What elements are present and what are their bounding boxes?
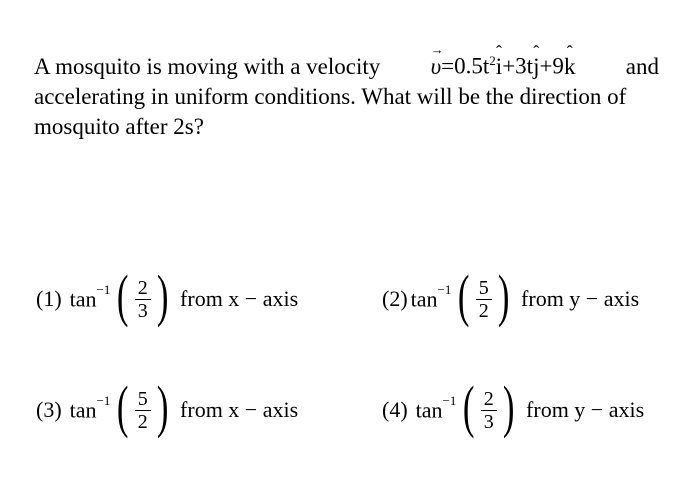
velocity-term-b: +3t [502, 53, 534, 79]
inverse-exponent: −1 [96, 281, 111, 297]
question-line-1 [34, 46, 659, 82]
tan-label: tan [410, 286, 438, 312]
axis-label: from x − axis [180, 286, 299, 311]
axis-label: from y − axis [521, 286, 640, 311]
denominator: 2 [137, 410, 148, 433]
left-paren: ( [117, 374, 129, 439]
right-paren: ) [156, 374, 169, 439]
function-name [69, 281, 111, 312]
right-paren: ) [156, 263, 169, 328]
question-intro: A mosquito is moving with a velocity [34, 53, 381, 79]
velocity-expression [431, 46, 576, 82]
unit-vector-k: ˆ k [564, 52, 576, 82]
right-paren: ) [497, 263, 510, 328]
right-paren: ) [502, 374, 515, 439]
denominator: 2 [478, 299, 489, 322]
option-number: (2) [382, 286, 408, 311]
velocity-term-a: =0.5t [441, 53, 490, 79]
velocity-symbol: → υ [431, 52, 442, 82]
option-3[interactable] [36, 374, 299, 439]
axis-label: from x − axis [180, 397, 299, 422]
numerator: 5 [476, 277, 492, 300]
fraction-group [459, 374, 518, 439]
numerator: 5 [135, 388, 151, 411]
unit-vector-j: ˆ j [533, 52, 539, 82]
fraction [479, 388, 499, 433]
function-name [410, 281, 452, 312]
option-number: (3) [36, 397, 62, 422]
option-number: (4) [382, 397, 408, 422]
velocity-term-c: +9 [539, 53, 564, 79]
numerator: 2 [135, 277, 151, 300]
tan-label: tan [69, 286, 97, 312]
axis-label: from y − axis [526, 397, 645, 422]
option-2[interactable] [382, 263, 640, 328]
function-name [69, 392, 111, 423]
fraction [474, 277, 494, 322]
left-paren: ( [463, 374, 475, 439]
fraction [133, 388, 153, 433]
function-name [415, 392, 457, 423]
denominator: 3 [137, 299, 148, 322]
question-line-3: mosquito after 2s? [34, 113, 204, 139]
option-number: (1) [36, 286, 62, 311]
fraction-group [113, 374, 172, 439]
fraction-group [454, 263, 513, 328]
velocity-exponent: 2 [489, 53, 496, 68]
tan-label: tan [69, 397, 97, 423]
denominator: 3 [483, 410, 494, 433]
unit-vector-i: ˆ i [496, 52, 502, 82]
left-paren: ( [458, 263, 470, 328]
numerator: 2 [481, 388, 497, 411]
inverse-exponent: −1 [442, 392, 457, 408]
fraction-group [113, 263, 172, 328]
option-1[interactable] [36, 263, 299, 328]
inverse-exponent: −1 [437, 281, 452, 297]
question-line-2: accelerating in uniform conditions. What will be the direction of [34, 83, 627, 109]
fraction [133, 277, 153, 322]
question-text [34, 46, 659, 142]
option-4[interactable] [382, 374, 645, 439]
tan-label: tan [415, 397, 443, 423]
left-paren: ( [117, 263, 129, 328]
question-line-1-end: and [625, 53, 659, 79]
inverse-exponent: −1 [96, 392, 111, 408]
